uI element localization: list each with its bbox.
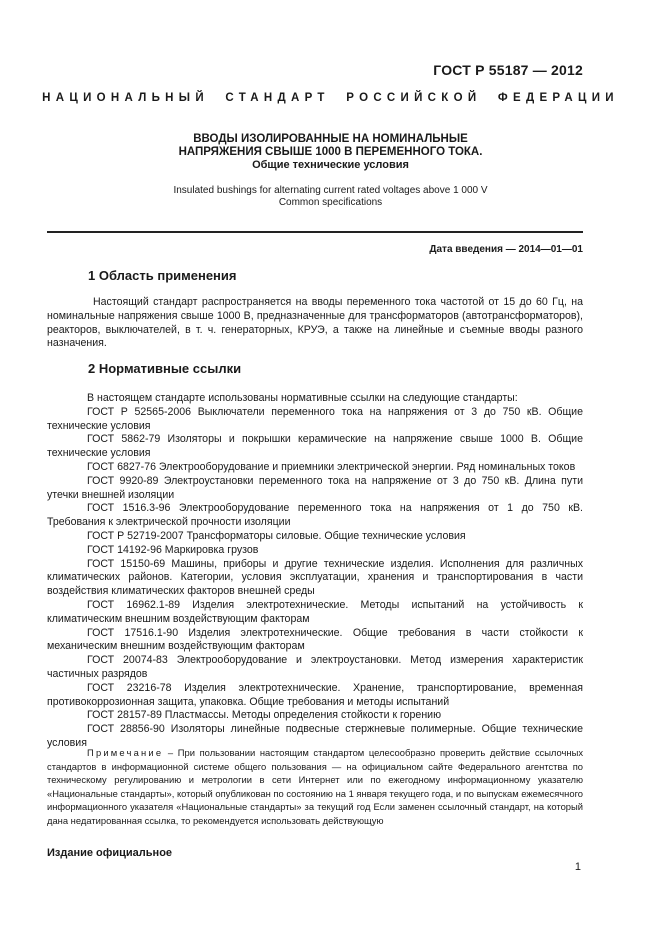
reference-item: ГОСТ Р 52719-2007 Трансформаторы силовые. Общие технические условия xyxy=(87,529,466,542)
reference-item: ГОСТ 28856-90 Изоляторы линейные подвесные стержневые полимерные. Общие технические условия xyxy=(47,723,583,749)
reference-item: ГОСТ 17516.1-90 Изделия электротехнические. Общие требования в части стойкости к механическим внешним воздействующим факторам xyxy=(47,626,583,653)
title-line-2: НАПРЯЖЕНИЯ СВЫШЕ 1000 В ПЕРЕМЕННОГО ТОКА. xyxy=(178,146,483,158)
standard-number: ГОСТ Р 55187 — 2012 xyxy=(433,62,583,78)
english-title xyxy=(0,185,661,209)
national-standard-header: НАЦИОНАЛЬНЫЙ СТАНДАРТ РОССИЙСКОЙ ФЕДЕРАЦИИ xyxy=(42,92,619,104)
section-1-text xyxy=(47,296,583,351)
reference-item: ГОСТ 9920-89 Электроустановки переменного тока на напряжение от 3 до 750 кВ. Длина пути утечки внешней изоляции xyxy=(47,474,583,501)
english-title-line-2: Common specifications xyxy=(278,197,383,208)
reference-item: ГОСТ 23216-78 Изделия электротехнические. Хранение, транспортирование, временная противокоррозионная защита, упаковка. Общие требования и методы испытаний xyxy=(47,681,583,708)
note-paragraph xyxy=(47,746,583,828)
header-divider xyxy=(47,231,583,233)
reference-item: ГОСТ 28157-89 Пластмассы. Методы определения стойкости к горению xyxy=(87,709,442,722)
note-label: Примечание xyxy=(87,747,164,758)
reference-item: ГОСТ 15150-69 Машины, приборы и другие технические изделия. Исполнения для различных климатических районов. Категории, условия эксплуатации, хранения и транспортирования в части воздействия климатических факторов внешней среды xyxy=(47,557,583,598)
english-title-line-1: Insulated bushings for alternating current rated voltages above 1 000 V xyxy=(173,185,488,196)
reference-item: ГОСТ 14192-96 Маркировка грузов xyxy=(87,543,259,556)
reference-item: ГОСТ 20074-83 Электрооборудование и электроустановки. Метод измерения характеристик частичных разрядов xyxy=(47,654,583,680)
reference-item: ГОСТ 1516.3-96 Электрооборудование переменного тока на напряжения от 1 до 750 кВ. Требования к электрической прочности изоляции xyxy=(47,502,583,529)
title-line-1: ВВОДЫ ИЗОЛИРОВАННЫЕ НА НОМИНАЛЬНЫЕ xyxy=(193,133,468,145)
reference-item: ГОСТ 5862-79 Изоляторы и покрышки керамические на напряжение свыше 1000 В. Общие технические условия xyxy=(47,433,583,460)
section-1-heading: 1 Область применения xyxy=(88,268,237,283)
page-number: 1 xyxy=(574,861,581,873)
introduction-date: Дата введения — 2014—01—01 xyxy=(429,244,583,255)
reference-item: ГОСТ Р 52565-2006 Выключатели переменного тока на напряжения от 3 до 750 кВ. Общие технические условия xyxy=(47,405,583,432)
references-intro: В настоящем стандарте использованы нормативные ссылки на следующие стандарты: xyxy=(87,392,518,404)
reference-item: ГОСТ 16962.1-89 Изделия электротехнические. Методы испытаний на устойчивость к климатическим внешним воздействующим факторам xyxy=(47,598,583,625)
title-subtitle: Общие технические условия xyxy=(252,159,409,171)
section-2-heading: 2 Нормативные ссылки xyxy=(88,361,242,376)
scope-paragraph: Настоящий стандарт распространяется на вводы переменного тока частотой от 15 до 60 Гц, на номинальные напряжения свыше 1000 В, предназначенные для трансформаторов (автотрансформаторов), реакторов, выключателей, в т. ч. генераторных, КРУЭ, а также на линейные и съемные вводы разного назначения. xyxy=(47,296,583,350)
note-text: – При пользовании настоящим стандартом целесообразно проверить действие ссылочных стандартов в информационной системе общего пользования — на официальном сайте Федерального агентства по техническому регулированию и метрологии в сети Интернет или по ежегодному информационному указателю «Национальные стандарты», который опубликован по состоянию на 1 января текущего года, и по выпускам ежемесячного информационного указателя «Национальные стандарты» за текущий год Если заменен ссылочный стандарт, на который дана недатированная ссылка, то рекомендуется использовать действующую xyxy=(47,747,584,826)
document-title xyxy=(0,133,661,172)
official-edition-label: Издание официальное xyxy=(47,847,173,859)
normative-references xyxy=(47,392,583,751)
reference-item: ГОСТ 6827-76 Электрооборудование и приемники электрической энергии. Ряд номинальных токов xyxy=(87,460,576,473)
